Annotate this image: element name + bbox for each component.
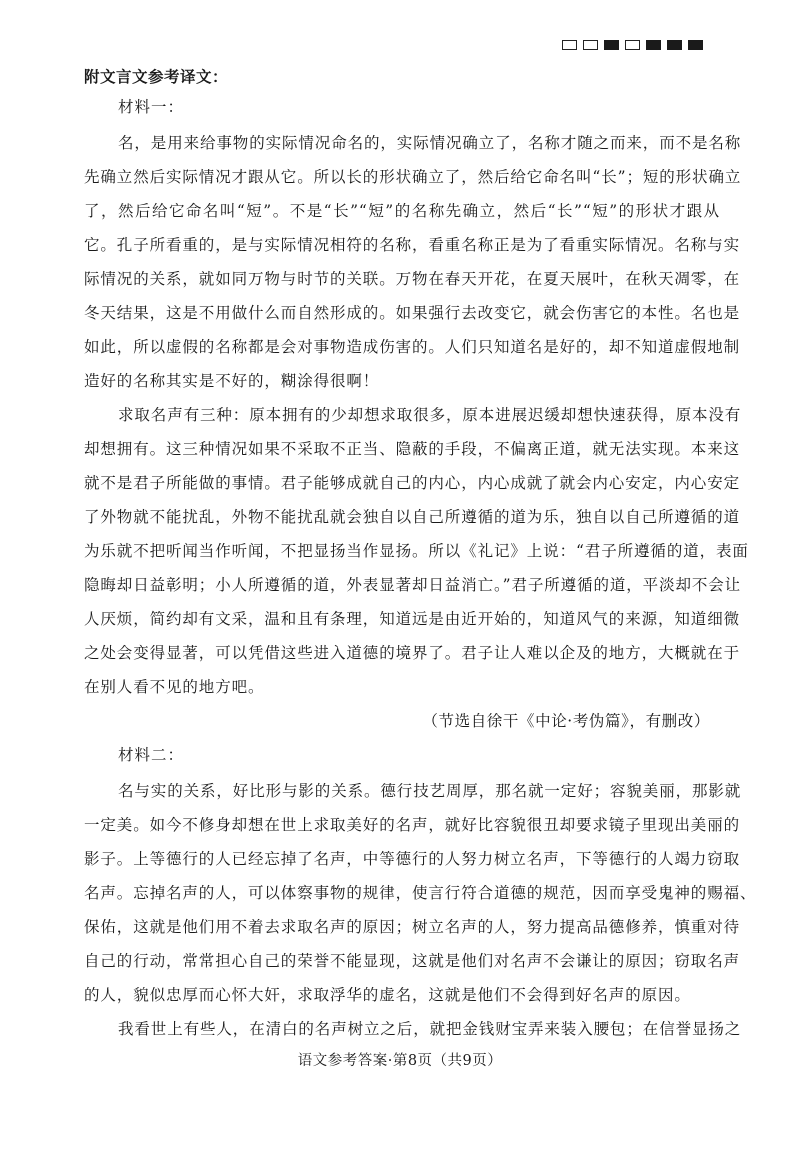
text-line: 一定美。如今不修身却想在世上求取美好的名声，就好比容貌很丑却要求镜子里现出美丽的 bbox=[84, 816, 741, 834]
page-footer: 语文参考答案·第8页（共9页） bbox=[297, 1053, 503, 1069]
text-line: 先确立然后实际情况才跟从它。所以长的形状确立了，然后给它命名叫“长”；短的形状确立 bbox=[84, 168, 742, 186]
text-line: 名声。忘掉名声的人，可以体察事物的规律，使言行符合道德的规范，因而享受鬼神的赐福、 bbox=[84, 884, 757, 902]
text-line: 自己的行动，常常担心自己的荣誉不能显现，这就是他们对名声不会谦让的原因；窃取名声 bbox=[84, 952, 741, 970]
text-line: 的人，貌似忠厚而心怀大奸，求取浮华的虚名，这就是他们不会得到好名声的原因。 bbox=[84, 986, 691, 1004]
filled-square-mark bbox=[667, 40, 682, 50]
text-line: 我看世上有些人，在清白的名声树立之后，就把金钱财宝弄来装入腰包；在信誉显扬之 bbox=[118, 1020, 742, 1038]
material-two-label: 材料二： bbox=[118, 746, 185, 764]
page-marks bbox=[562, 40, 703, 50]
filled-square-mark bbox=[688, 40, 703, 50]
hollow-square-mark bbox=[583, 40, 598, 50]
text-line: 造好的名称其实是不好的，糊涂得很啊！ bbox=[84, 372, 380, 390]
document-body bbox=[84, 62, 757, 1046]
text-line: 之处会变得显著，可以凭借这些进入道德的境界了。君子让人难以企及的地方，大概就在于 bbox=[84, 644, 741, 662]
material-one-text bbox=[84, 126, 749, 704]
hollow-square-mark bbox=[562, 40, 577, 50]
text-line: 了，然后给它命名叫“短”。不是“长”“短”的名称先确立，然后“长”“短”的形状才跟从 bbox=[84, 202, 720, 220]
text-line: 人厌烦，简约却有文采，温和且有条理，知道远是由近开始的，知道风气的来源，知道细微 bbox=[84, 610, 741, 628]
text-line: 就不是君子所能做的事情。君子能够成就自己的内心，内心成就了就会内心安定，内心安定 bbox=[84, 474, 741, 492]
paragraph bbox=[84, 1012, 742, 1046]
filled-square-mark bbox=[646, 40, 661, 50]
paragraph bbox=[84, 126, 742, 398]
text-line: 际情况的关系，就如同万物与时节的关联。万物在春天开花，在夏天展叶，在秋天凋零，在 bbox=[84, 270, 741, 288]
text-line: 为乐就不把听闻当作听闻，不把显扬当作显扬。所以《礼记》上说：“君子所遵循的道，表面 bbox=[84, 542, 749, 560]
text-line: 如此，所以虚假的名称都是会对事物造成伤害的。人们只知道名是好的，却不知道虚假地制 bbox=[84, 338, 741, 356]
material-one-label: 材料一： bbox=[118, 98, 185, 116]
text-line: 名与实的关系，好比形与影的关系。德行技艺周厚，那名就一定好；容貌美丽，那影就 bbox=[118, 782, 742, 800]
text-line: 名，是用来给事物的实际情况命名的，实际情况确立了，名称才随之而来，而不是名称 bbox=[118, 134, 742, 152]
text-line: 了外物就不能扰乱，外物不能扰乱就会独自以自己所遵循的道为乐，独自以自己所遵循的道 bbox=[84, 508, 741, 526]
source-citation: （节选自徐干《中论·考伪篇》，有删改） bbox=[422, 712, 710, 730]
text-line: 在别人看不见的地方吧。 bbox=[84, 678, 265, 696]
text-line: 隐晦却日益彰明；小人所遵循的道，外表显著却日益消亡。”君子所遵循的道，平淡却不会让 bbox=[84, 576, 742, 594]
text-line: 却想拥有。这三种情况如果不采取不正当、隐蔽的手段，不偏离正道，就无法实现。本来这 bbox=[84, 440, 741, 458]
text-line: 它。孔子所看重的，是与实际情况相符的名称，看重名称正是为了看重实际情况。名称与实 bbox=[84, 236, 741, 254]
page-heading: 附文言文参考译文： bbox=[84, 68, 229, 86]
text-line: 冬天结果，这是不用做什么而自然形成的。如果强行去改变它，就会伤害它的本性。名也是 bbox=[84, 304, 741, 322]
text-line: 保佑，这就是他们用不着去求取名声的原因；树立名声的人，努力提高品德修养，慎重对待 bbox=[84, 918, 741, 936]
text-line: 影子。上等德行的人已经忘掉了名声，中等德行的人努力树立名声，下等德行的人竭力窃取 bbox=[84, 850, 741, 868]
material-two-text bbox=[84, 774, 757, 1046]
hollow-square-mark bbox=[625, 40, 640, 50]
text-line: 求取名声有三种：原本拥有的少却想求取很多，原本进展迟缓却想快速获得，原本没有 bbox=[118, 406, 742, 424]
paragraph bbox=[84, 398, 749, 704]
paragraph bbox=[84, 774, 757, 1012]
filled-square-mark bbox=[604, 40, 619, 50]
